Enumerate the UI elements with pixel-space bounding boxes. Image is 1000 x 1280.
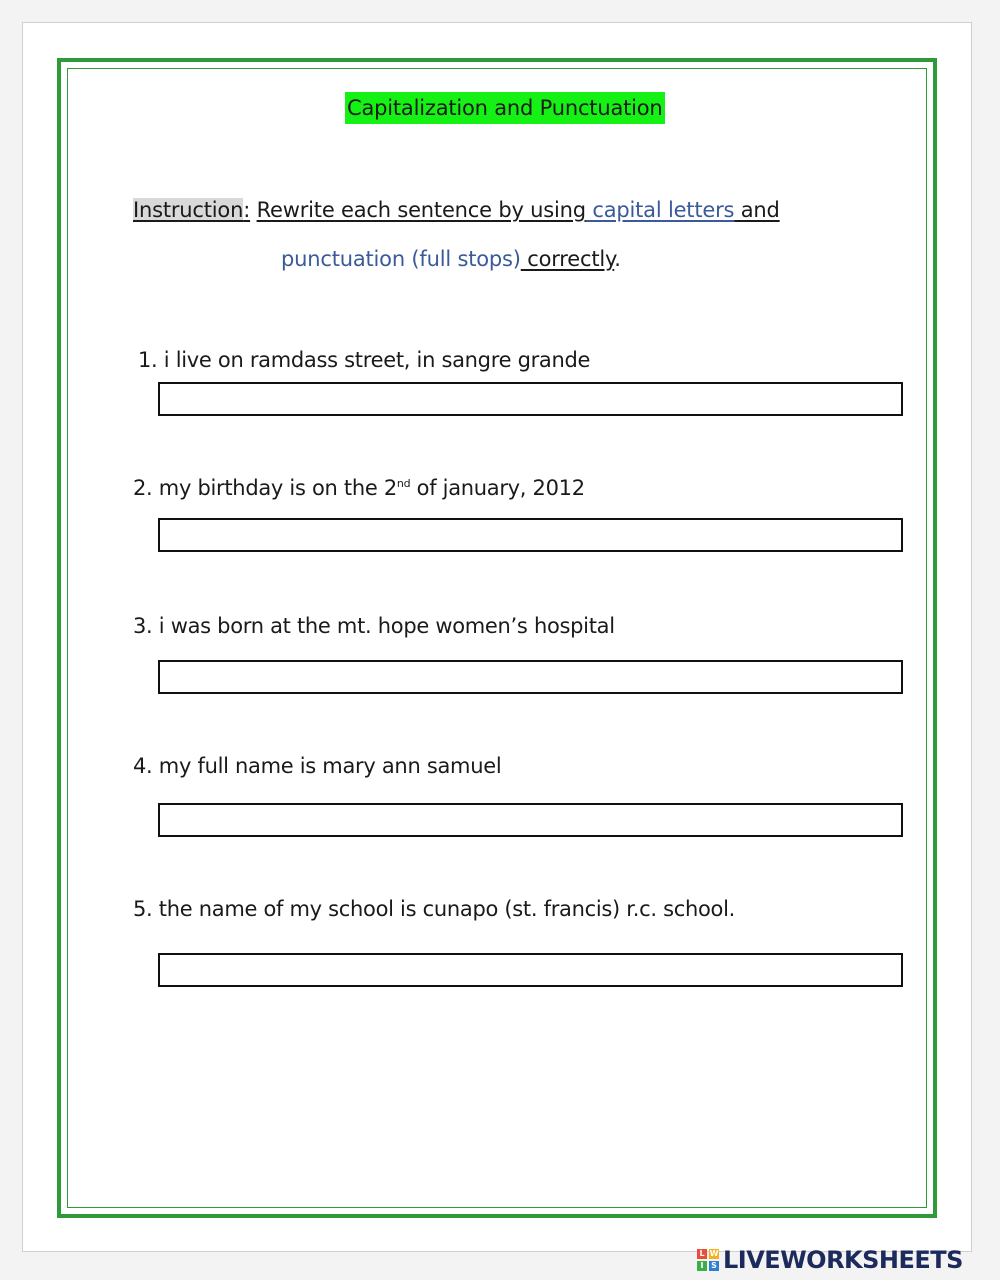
instruction-line-2 — [281, 242, 621, 276]
answer-input-3[interactable] — [158, 660, 903, 694]
question-2-superscript: nd — [396, 477, 411, 490]
question-1: 1. i live on ramdass street, in sangre grande — [138, 348, 591, 372]
question-3: 3. i was born at the mt. hope women’s hospital — [133, 614, 615, 638]
logo-mark-cell-4: S — [709, 1261, 719, 1271]
question-2-text-end: of january, 2012 — [410, 476, 585, 500]
instruction-capital-letters: capital letters — [585, 198, 735, 222]
question-2-text: 2. my birthday is on the 2 — [133, 476, 397, 500]
question-4: 4. my full name is mary ann samuel — [133, 754, 502, 778]
instruction-period: . — [614, 247, 621, 271]
instruction-correctly: correctly — [520, 247, 615, 271]
worksheet-title: Capitalization and Punctuation — [345, 92, 665, 124]
logo-text: LIVEWORKSHEETS — [723, 1246, 963, 1274]
answer-input-4[interactable] — [158, 803, 903, 837]
answer-input-2[interactable] — [158, 518, 903, 552]
answer-input-5[interactable] — [158, 953, 903, 987]
instruction-and: and — [734, 198, 780, 222]
answer-input-1[interactable] — [158, 382, 903, 416]
logo-mark-icon — [697, 1249, 719, 1271]
question-2 — [133, 473, 585, 503]
instruction-punctuation: punctuation (full stops) — [281, 247, 521, 271]
logo-mark-cell-3: I — [697, 1261, 707, 1271]
instruction-colon: : — [243, 198, 251, 222]
logo-mark-cell-1: L — [697, 1249, 707, 1259]
liveworksheets-logo — [697, 1246, 963, 1274]
instruction-text-1: Rewrite each sentence by using — [256, 198, 586, 222]
instruction-label: Instruction — [133, 198, 244, 222]
logo-mark-cell-2: W — [709, 1249, 719, 1258]
instruction-line-1 — [133, 193, 780, 227]
question-5: 5. the name of my school is cunapo (st. francis) r.c. school. — [133, 897, 735, 921]
